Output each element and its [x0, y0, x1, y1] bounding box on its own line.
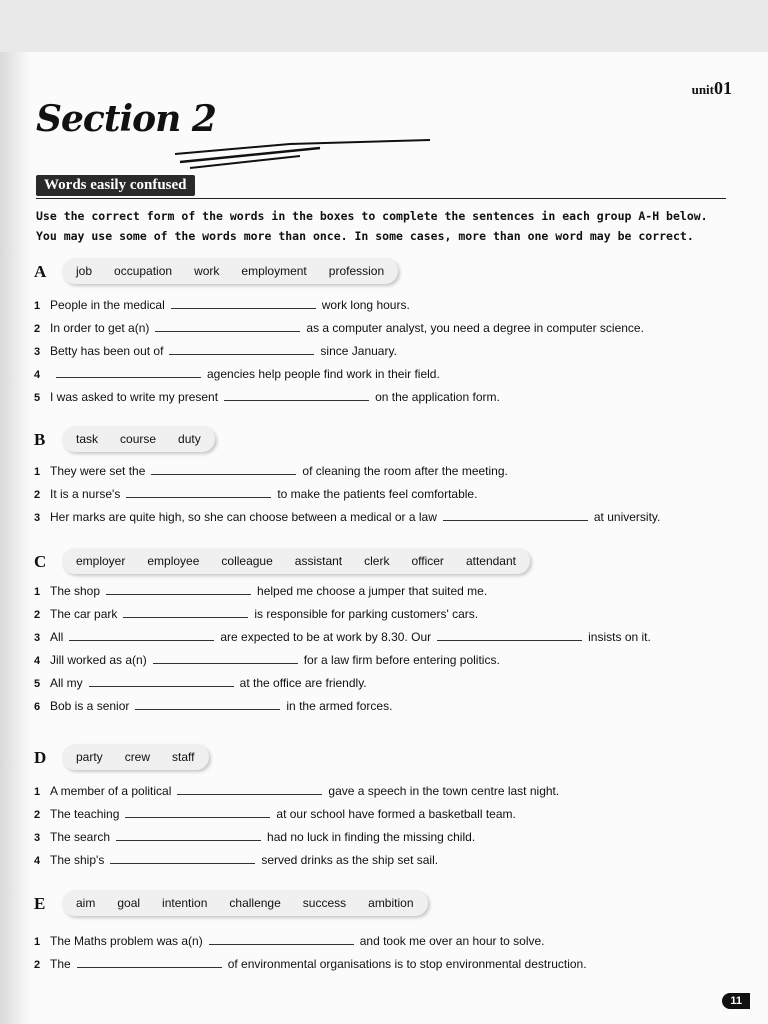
exercise-item: 1 A member of a political gave a speech in the town centre last night. — [34, 784, 560, 798]
exercise-item: 3 All are expected to be at work by 8.30. Our insists on it. — [34, 630, 651, 644]
exercise-item: 4 Jill worked as a(n) for a law firm before entering politics. — [34, 653, 500, 667]
answer-blank[interactable] — [443, 508, 588, 521]
word-option: challenge — [229, 896, 281, 910]
word-option: task — [76, 432, 99, 446]
word-option: attendant — [465, 554, 516, 568]
exercise-item: 2 It is a nurse's to make the patients feel comfortable. — [34, 487, 478, 501]
word-box — [62, 258, 398, 284]
workbook-page — [0, 52, 768, 1024]
word-option: course — [120, 432, 157, 446]
word-option: occupation — [114, 264, 173, 278]
section-title: Section 2 — [36, 98, 216, 140]
group-letter: E — [34, 894, 46, 913]
group-letter: A — [34, 262, 47, 281]
exercise-item: 4 agencies help people find work in their field. — [34, 367, 440, 381]
exercise-item: 3 The search had no luck in finding the missing child. — [34, 830, 476, 844]
word-box — [62, 426, 215, 452]
word-option: officer — [411, 554, 444, 568]
answer-blank[interactable] — [56, 365, 201, 378]
exercise-item: 5 I was asked to write my present on the application form. — [34, 390, 500, 404]
answer-blank[interactable] — [153, 651, 298, 664]
answer-blank[interactable] — [169, 342, 314, 355]
section-heading: Words easily confused — [36, 175, 195, 196]
page-number: 11 — [722, 993, 750, 1009]
exercise-item: 6 Bob is a senior in the armed forces. — [34, 699, 393, 713]
answer-blank[interactable] — [116, 828, 261, 841]
word-option: duty — [178, 432, 201, 446]
word-option: intention — [162, 896, 208, 910]
exercise-item: 1 The Maths problem was a(n) and took me over an hour to solve. — [34, 934, 545, 948]
exercise-item: 1 They were set the of cleaning the room after the meeting. — [34, 464, 508, 478]
answer-blank[interactable] — [69, 628, 214, 641]
word-option: employee — [147, 554, 200, 568]
group-letter: D — [34, 748, 47, 767]
word-box — [62, 744, 209, 770]
word-option: assistant — [294, 554, 343, 568]
word-option: employment — [241, 264, 307, 278]
answer-blank[interactable] — [125, 805, 270, 818]
exercise-item: 3 Her marks are quite high, so she can choose between a medical or a law at university. — [34, 510, 661, 524]
instructions: Use the correct form of the words in the boxes to complete the sentences in each group A-H below. You may use some of the words more than once. In some cases, more than one word may be correct. — [36, 209, 708, 243]
answer-blank[interactable] — [171, 296, 316, 309]
group-letter: B — [34, 430, 46, 449]
answer-blank[interactable] — [135, 697, 280, 710]
exercise-item: 2 The teaching at our school have formed a basketball team. — [34, 807, 516, 821]
word-option: aim — [76, 896, 96, 910]
exercise-item: 4 The ship's served drinks as the ship set sail. — [34, 853, 439, 867]
word-option: success — [302, 896, 347, 910]
answer-blank[interactable] — [77, 955, 222, 968]
answer-blank[interactable] — [155, 319, 300, 332]
answer-blank[interactable] — [126, 485, 271, 498]
heading-rule — [36, 198, 726, 199]
word-option: goal — [117, 896, 141, 910]
exercise-item: 2 The car park is responsible for parking customers' cars. — [34, 607, 479, 621]
word-option: work — [194, 264, 220, 278]
exercise-item: 1 People in the medical work long hours. — [34, 298, 410, 312]
exercise-item: 5 All my at the office are friendly. — [34, 676, 367, 690]
answer-blank[interactable] — [106, 582, 251, 595]
word-option: profession — [328, 264, 385, 278]
word-option: crew — [124, 750, 151, 764]
word-option: ambition — [368, 896, 414, 910]
answer-blank[interactable] — [110, 851, 255, 864]
word-option: colleague — [221, 554, 273, 568]
page-gutter-shadow — [0, 52, 30, 1024]
exercise-item: 2 The of environmental organisations is to stop environmental destruction. — [34, 957, 587, 971]
word-option: staff — [172, 750, 195, 764]
word-box — [62, 890, 428, 916]
word-box — [62, 548, 530, 574]
title-underline-swoosh — [170, 132, 440, 172]
word-option: party — [76, 750, 103, 764]
answer-blank[interactable] — [437, 628, 582, 641]
unit-label: unit01 — [691, 78, 732, 98]
exercise-item: 2 In order to get a(n) as a computer analyst, you need a degree in computer science. — [34, 321, 644, 335]
word-option: job — [76, 264, 93, 278]
exercise-item: 1 The shop helped me choose a jumper that suited me. — [34, 584, 488, 598]
answer-blank[interactable] — [123, 605, 248, 618]
group-letter: C — [34, 552, 47, 571]
answer-blank[interactable] — [151, 462, 296, 475]
answer-blank[interactable] — [89, 674, 234, 687]
word-option: clerk — [364, 554, 390, 568]
answer-blank[interactable] — [177, 782, 322, 795]
word-option: employer — [76, 554, 126, 568]
answer-blank[interactable] — [209, 932, 354, 945]
answer-blank[interactable] — [224, 388, 369, 401]
exercise-item: 3 Betty has been out of since January. — [34, 344, 397, 358]
